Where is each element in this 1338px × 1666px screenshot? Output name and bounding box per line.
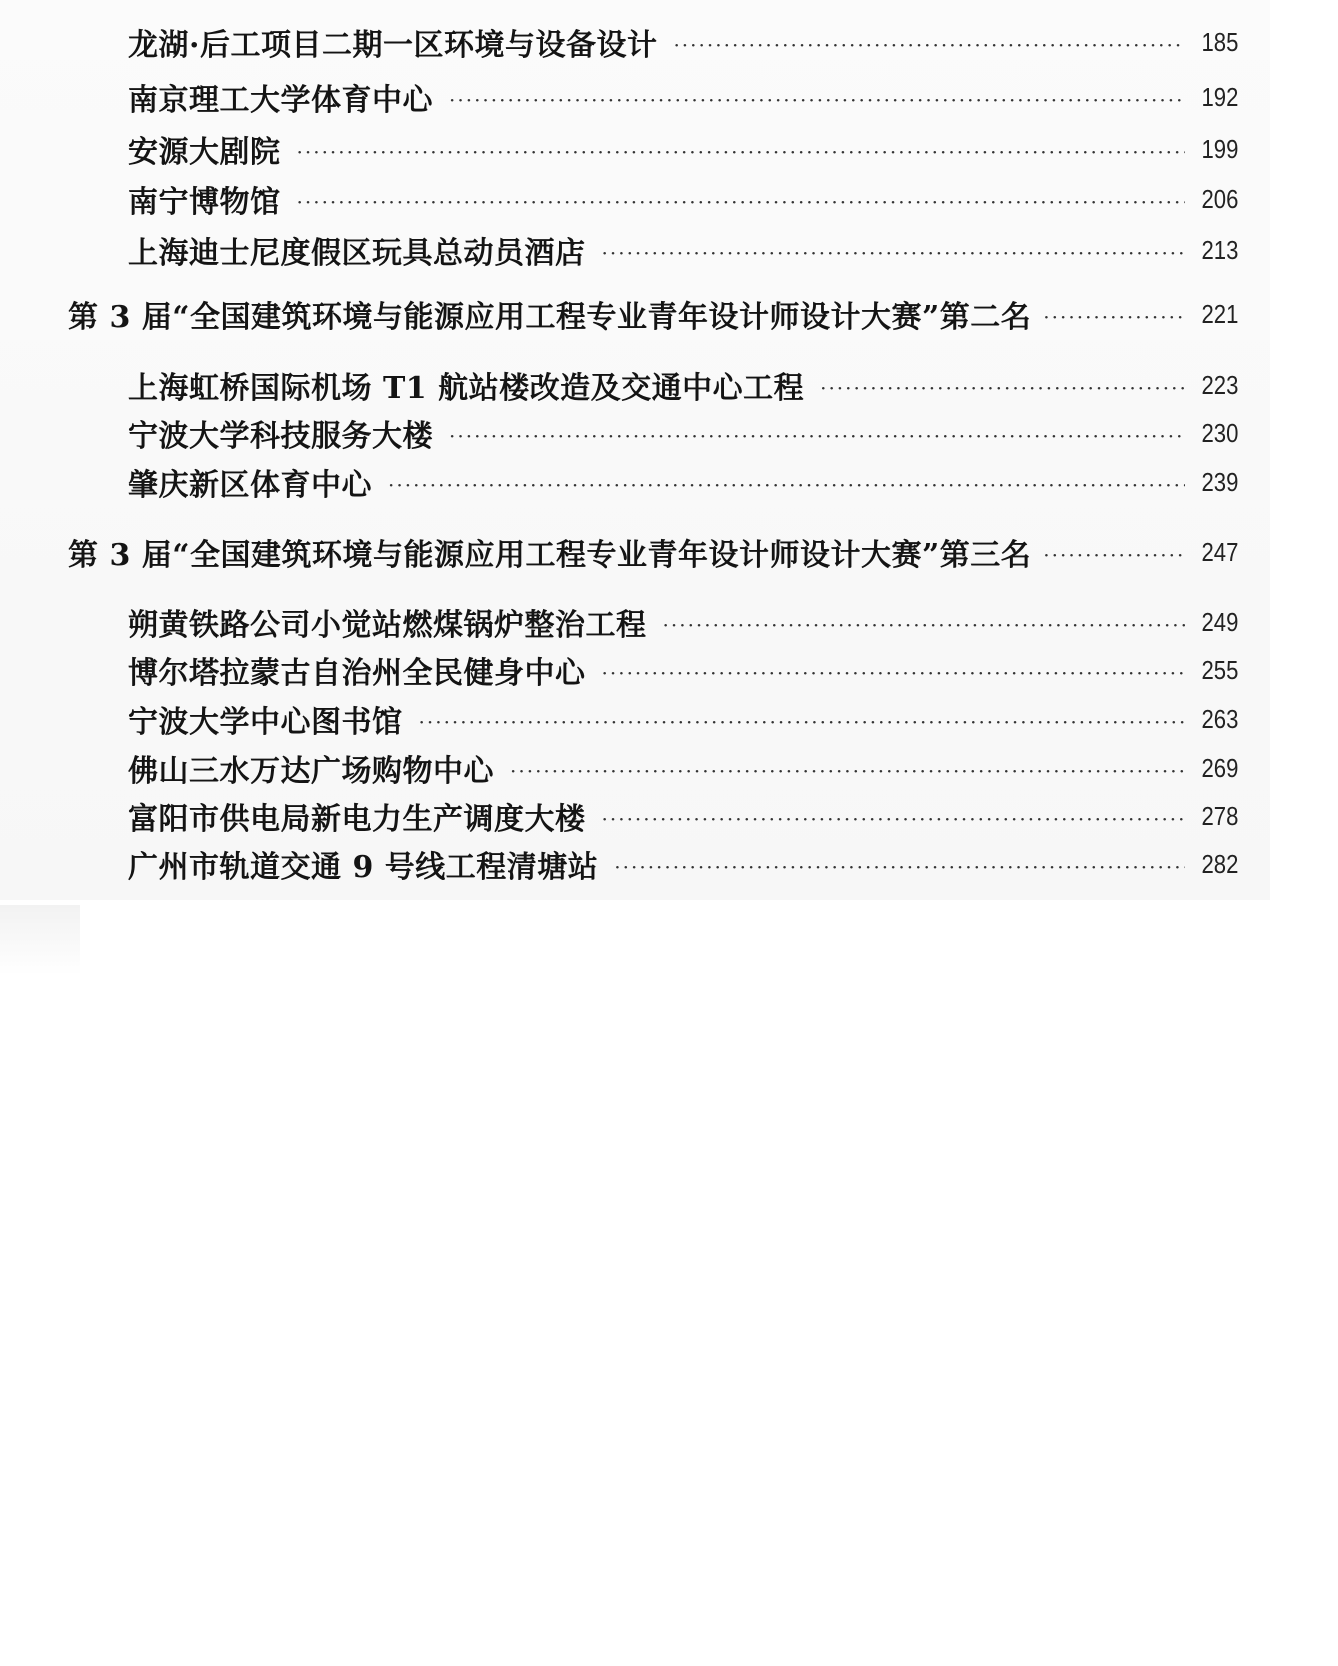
toc-entry-title: 上海迪士尼度假区玩具总动员酒店 <box>128 236 586 271</box>
toc-leader-dots <box>663 609 1185 635</box>
toc-entry[interactable] <box>128 363 1238 407</box>
toc-leader-dots <box>449 84 1185 110</box>
toc-entry-page: 206 <box>1201 183 1238 214</box>
toc-leader-dots <box>419 706 1185 732</box>
toc-leader-dots <box>388 469 1185 495</box>
toc-entry[interactable] <box>128 75 1238 119</box>
toc-leader-dots <box>820 372 1185 398</box>
toc-entry[interactable] <box>128 177 1238 221</box>
toc-leader-dots <box>602 657 1185 683</box>
toc-entry[interactable] <box>128 842 1238 886</box>
toc-leader-dots <box>1043 301 1184 327</box>
toc-entry-page: 199 <box>1201 133 1238 164</box>
toc-entry-title: 广州市轨道交通 9 号线工程清塘站 <box>128 850 599 885</box>
toc-entry-page: 192 <box>1201 81 1238 112</box>
toc-entry-title: 南京理工大学体育中心 <box>128 83 433 118</box>
toc-entry-page: 230 <box>1201 417 1238 448</box>
toc-entry-title: 富阳市供电局新电力生产调度大楼 <box>128 802 586 837</box>
toc-entry-page: 255 <box>1201 654 1238 685</box>
toc-entry[interactable] <box>128 228 1238 272</box>
toc-entry-title: 宁波大学中心图书馆 <box>128 705 403 740</box>
toc-leader-dots <box>449 420 1185 446</box>
toc-entry-title: 朔黄铁路公司小觉站燃煤锅炉整治工程 <box>128 608 647 643</box>
toc-section-heading[interactable] <box>68 530 1238 574</box>
toc-leader-dots <box>1043 539 1184 565</box>
toc-entry[interactable] <box>128 411 1238 455</box>
toc-entry[interactable] <box>128 20 1238 64</box>
toc-leader-dots <box>510 755 1185 781</box>
toc-entry-page: 213 <box>1201 234 1238 265</box>
toc-leader-dots <box>297 186 1185 212</box>
toc-entry[interactable] <box>128 794 1238 838</box>
toc-entry[interactable] <box>128 697 1238 741</box>
toc-entry[interactable] <box>128 600 1238 644</box>
toc-entry-page: 249 <box>1201 606 1238 637</box>
toc-entry-title: 龙湖·后工项目二期一区环境与设备设计 <box>128 28 658 63</box>
toc-section-page: 221 <box>1201 298 1238 329</box>
toc-entry-title: 安源大剧院 <box>128 135 281 170</box>
scan-shadow <box>0 905 80 975</box>
toc-entry-page: 269 <box>1201 752 1238 783</box>
toc-leader-dots <box>602 237 1185 263</box>
toc-entry-title: 博尔塔拉蒙古自治州全民健身中心 <box>128 656 586 691</box>
toc-entry-title: 上海虹桥国际机场 T1 航站楼改造及交通中心工程 <box>128 371 805 406</box>
toc-leader-dots <box>614 851 1184 877</box>
toc-entry-title: 佛山三水万达广场购物中心 <box>128 754 494 789</box>
toc-entry-page: 223 <box>1201 369 1238 400</box>
toc-section-heading[interactable] <box>68 292 1238 336</box>
toc-entry[interactable] <box>128 648 1238 692</box>
toc-leader-dots <box>673 29 1184 55</box>
toc-entry-page: 263 <box>1201 703 1238 734</box>
toc-entry-page: 278 <box>1201 800 1238 831</box>
toc-section-title: 第 3 届“全国建筑环境与能源应用工程专业青年设计师设计大赛”第三名 <box>68 538 1032 573</box>
toc-entry-page: 239 <box>1201 466 1238 497</box>
toc-leader-dots <box>602 803 1185 829</box>
toc-section-title: 第 3 届“全国建筑环境与能源应用工程专业青年设计师设计大赛”第二名 <box>68 300 1032 335</box>
toc-section-page: 247 <box>1201 536 1238 567</box>
toc-entry-title: 南宁博物馆 <box>128 185 281 220</box>
toc-leader-dots <box>297 136 1185 162</box>
toc-entry-title: 肇庆新区体育中心 <box>128 468 372 503</box>
toc-entry[interactable] <box>128 460 1238 504</box>
toc-entry[interactable] <box>128 127 1238 171</box>
toc-entry-page: 185 <box>1201 26 1238 57</box>
toc-entry-page: 282 <box>1201 848 1238 879</box>
toc-entry-title: 宁波大学科技服务大楼 <box>128 419 433 454</box>
toc-entry[interactable] <box>128 746 1238 790</box>
